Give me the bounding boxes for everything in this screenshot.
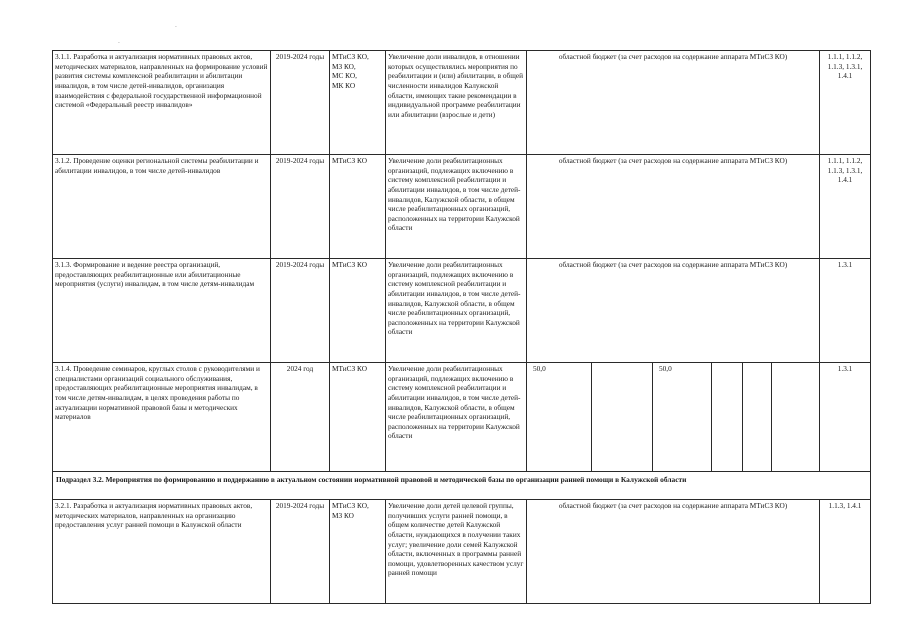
executor: МТиСЗ КО (332, 156, 367, 165)
result-cell: Увеличение доли реабилитационных организаций, подлежащих включению в систему комплексной реабилитации и абилитации инвалидов, в том числе детей-инвалидов, Калужской области, в общем числе реабилитационных организаций, расположенных на территории Калужской области (386, 155, 527, 259)
result-cell: Увеличение доли детей целевой группы, получивших услуги ранней помощи, в общем количестве детей Калужской области, нуждающихся в получении таких услуг; увеличение доли семей Калужской области, включенных в программы ранней помощи, удовлетворенных качеством услуг ранней помощи (386, 500, 527, 604)
years-cell: 2019-2024 годы (271, 500, 330, 604)
scan-speck: · (118, 40, 120, 47)
table-row (53, 259, 871, 363)
indicators-cell: 1.1.1, 1.1.2, 1.1.3, 1.3.1, 1.4.1 (820, 51, 871, 155)
subsection-heading: Подраздел 3.2. Мероприятия по формированию и поддержанию в актуальном состоянии нормативной правовой и методической базы по организации ранней помощи в Калужской области (53, 472, 871, 500)
table-row (53, 155, 871, 259)
result-cell: Увеличение доли инвалидов, в отношении которых осуществлялись мероприятия по реабилитации и (или) абилитации, в общей численности инвалидов Калужской области, имеющих такие рекомендации в индивидуальной программе реабилитации или абилитации (взрослые и дети) (386, 51, 527, 155)
measures-table (52, 50, 871, 604)
executor: МС КО, (332, 71, 357, 81)
executors-cell (330, 363, 386, 472)
executor: МТиСЗ КО (332, 364, 367, 373)
measure-cell: 3.1.2. Проведение оценки региональной системы реабилитации и абилитации инвалидов, в том числе детей-инвалидов (53, 155, 271, 259)
executors-cell (330, 51, 386, 155)
measure-cell: 3.2.1. Разработка и актуализация нормативных правовых актов, методических материалов, направленных на организацию предоставления услуг ранней помощи в Калужской области (53, 500, 271, 604)
subsection-row (53, 472, 871, 500)
years-cell: 2019-2024 годы (271, 259, 330, 363)
empty-amount-cell (743, 363, 772, 472)
indicators-cell: 1.3.1 (820, 363, 871, 472)
indicators-cell: 1.3.1 (820, 259, 871, 363)
measure-cell: 3.1.3. Формирование и ведение реестра организаций, предоставляющих реабилитационные или абилитационные мероприятия (услуги) инвалидам, в том числе детям-инвалидам (53, 259, 271, 363)
executor: МТиСЗ КО, (332, 501, 369, 510)
executors-cell (330, 500, 386, 604)
years-cell: 2019-2024 годы (271, 155, 330, 259)
funding-cell: областной бюджет (за счет расходов на содержание аппарата МТиСЗ КО) (527, 500, 820, 604)
executors-cell (330, 259, 386, 363)
measure-cell: 3.1.4. Проведение семинаров, круглых столов с руководителями и специалистами организаций социального обслуживания, предоставляющих реабилитационные мероприятия инвалидам, в том числе детям-инвалидам, в целях проведения работы по актуализации нормативной правовой базы и методических материалов (53, 363, 271, 472)
table-row (53, 500, 871, 604)
measure-cell: 3.1.1. Разработка и актуализация нормативных правовых актов, методических материалов, направленных на формирование условий развития системы комплексной реабилитации и абилитации инвалидов, в том числе детей-инвалидов, организация взаимодействия с федеральной государственной информационной системой «Федеральный реестр инвалидов» (53, 51, 271, 155)
executor: МЗ КО (332, 510, 354, 520)
indicators-cell: 1.1.3, 1.4.1 (820, 500, 871, 604)
years-cell: 2024 год (271, 363, 330, 472)
executor: МТиСЗ КО, (332, 52, 369, 61)
result-cell: Увеличение доли реабилитационных организаций, подлежащих включению в систему комплексной реабилитации и абилитации инвалидов, в том числе детей-инвалидов, Калужской области, в общем числе реабилитационных организаций, расположенных на территории Калужской области (386, 259, 527, 363)
table-row (53, 363, 871, 472)
executor: МК КО (332, 80, 356, 90)
executors-cell (330, 155, 386, 259)
table-row (53, 51, 871, 155)
scan-speck: · (175, 24, 177, 31)
empty-amount-cell (772, 363, 820, 472)
empty-amount-cell (712, 363, 743, 472)
executor: МЗ КО, (332, 61, 356, 71)
result-cell: Увеличение доли реабилитационных организаций, подлежащих включению в систему комплексной реабилитации и абилитации инвалидов, в том числе детей-инвалидов, Калужской области, в общем числе реабилитационных организаций, расположенных на территории Калужской области (386, 363, 527, 472)
funding-cell: областной бюджет (за счет расходов на содержание аппарата МТиСЗ КО) (527, 259, 820, 363)
total-amount-cell: 50,0 (527, 363, 592, 472)
funding-cell: областной бюджет (за счет расходов на содержание аппарата МТиСЗ КО) (527, 51, 820, 155)
amount-2024-cell: 50,0 (653, 363, 712, 472)
executor: МТиСЗ КО (332, 260, 367, 269)
funding-cell: областной бюджет (за счет расходов на содержание аппарата МТиСЗ КО) (527, 155, 820, 259)
indicators-cell: 1.1.1, 1.1.2, 1.1.3, 1.3.1, 1.4.1 (820, 155, 871, 259)
empty-amount-cell (592, 363, 653, 472)
years-cell: 2019-2024 годы (271, 51, 330, 155)
